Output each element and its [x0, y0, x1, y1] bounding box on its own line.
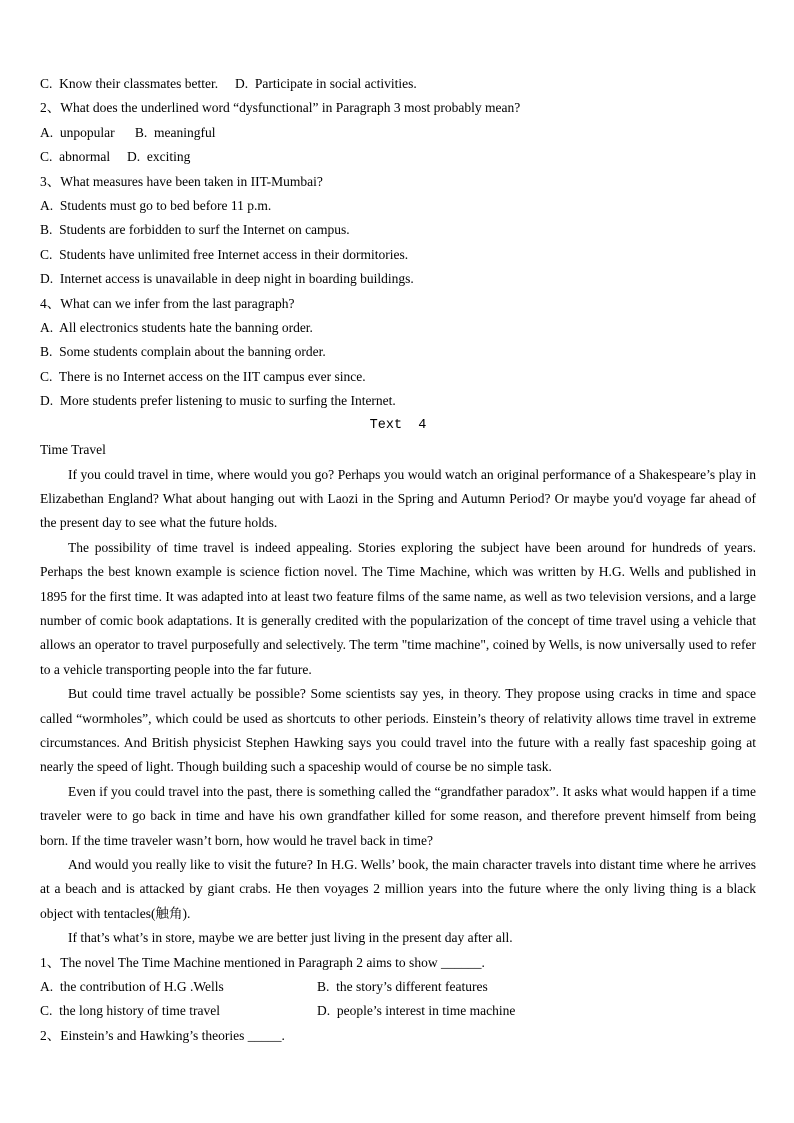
- passage-paragraph: Even if you could travel into the past, there is something called the “grandfather paradox”. It asks what would happen if a time traveler were to go back in time and have his own grandfather killed for some reason, and therefore prevent himself from being born. If the time traveler wasn’t born, how would he travel back in time?: [40, 783, 760, 848]
- option-line: A. All electronics students hate the banning order.: [40, 320, 313, 336]
- question-line: 2、What does the underlined word “dysfunctional” in Paragraph 3 most probably mean?: [40, 100, 521, 116]
- option-line: B. Students are forbidden to surf the Internet on campus.: [40, 222, 350, 238]
- option-right: B. the story’s different features: [317, 979, 488, 995]
- option-line: A. Students must go to bed before 11 p.m.: [40, 198, 272, 214]
- passage-paragraph: The possibility of time travel is indeed appealing. Stories exploring the subject have been around for hundreds of years. Perhaps the best known example is science fiction novel. The Time Machine, which was written by H.G. Wells and published in 1895 for the first time. It was adapted into at least two feature films of the same name, as well as two television versions, and a large number of comic book adaptations. It is generally credited with the popularization of the concept of time travel using a vehicle that allows an operator to travel purposefully and selectively. The term "time machine", coined by Wells, is now universally used to refer to a vehicle transporting people into the far future.: [40, 539, 760, 677]
- option-line: C. abnormal D. exciting: [40, 149, 191, 165]
- passage-paragraph: And would you really like to visit the future? In H.G. Wells’ book, the main character travels into distant time where he arrives at a beach and is attacked by giant crabs. He then voyages 2 million years into the future where the only living thing is a black object with tentacles(触角).: [40, 857, 760, 921]
- option-line: B. Some students complain about the banning order.: [40, 344, 326, 360]
- question-line: 1、The novel The Time Machine mentioned in Paragraph 2 aims to show ______.: [40, 954, 485, 970]
- passage-title: Time Travel: [40, 442, 106, 458]
- option-line: C. There is no Internet access on the IIT campus ever since.: [40, 368, 366, 384]
- passage-paragraph: But could time travel actually be possible? Some scientists say yes, in theory. They propose using cracks in time and space called “wormholes”, which could be used as shortcuts to other periods. Einstein’s theory of relativity allows time travel in extreme circumstances. And British physicist Stephen Hawking says you could travel into the future with a really fast spaceship going at nearly the speed of light. Though building such a spaceship would of course be no simple task.: [40, 686, 760, 775]
- passage-paragraph: If that’s what’s in store, maybe we are better just living in the present day after all.: [68, 930, 513, 946]
- option-line: D. Internet access is unavailable in deep night in boarding buildings.: [40, 271, 414, 287]
- option-pair-row: [40, 975, 756, 999]
- passage-paragraph: If you could travel in time, where would you go? Perhaps you would watch an original performance of a Shakespeare’s play in Elizabethan England? What about hanging out with Laozi in the Spring and Autumn Period? Or maybe you'd voyage far ahead of the present day to see what the future holds.: [40, 466, 760, 531]
- option-line: D. More students prefer listening to music to surfing the Internet.: [40, 393, 396, 409]
- option-left: C. the long history of time travel: [40, 1003, 220, 1019]
- option-pair-row: [40, 999, 756, 1023]
- option-right: D. people’s interest in time machine: [317, 1003, 516, 1019]
- section-heading: Text 4: [369, 417, 427, 433]
- option-line: A. unpopular B. meaningful: [40, 124, 216, 140]
- option-line: C. Know their classmates better. D. Participate in social activities.: [40, 76, 417, 91]
- question-line: 2、Einstein’s and Hawking’s theories _____.: [40, 1027, 285, 1043]
- question-line: 4、What can we infer from the last paragraph?: [40, 295, 295, 311]
- exam-text-content: [40, 72, 760, 1048]
- question-line: 3、What measures have been taken in IIT-Mumbai?: [40, 173, 323, 189]
- option-line: C. Students have unlimited free Internet access in their dormitories.: [40, 246, 409, 262]
- option-left: A. the contribution of H.G .Wells: [40, 979, 224, 995]
